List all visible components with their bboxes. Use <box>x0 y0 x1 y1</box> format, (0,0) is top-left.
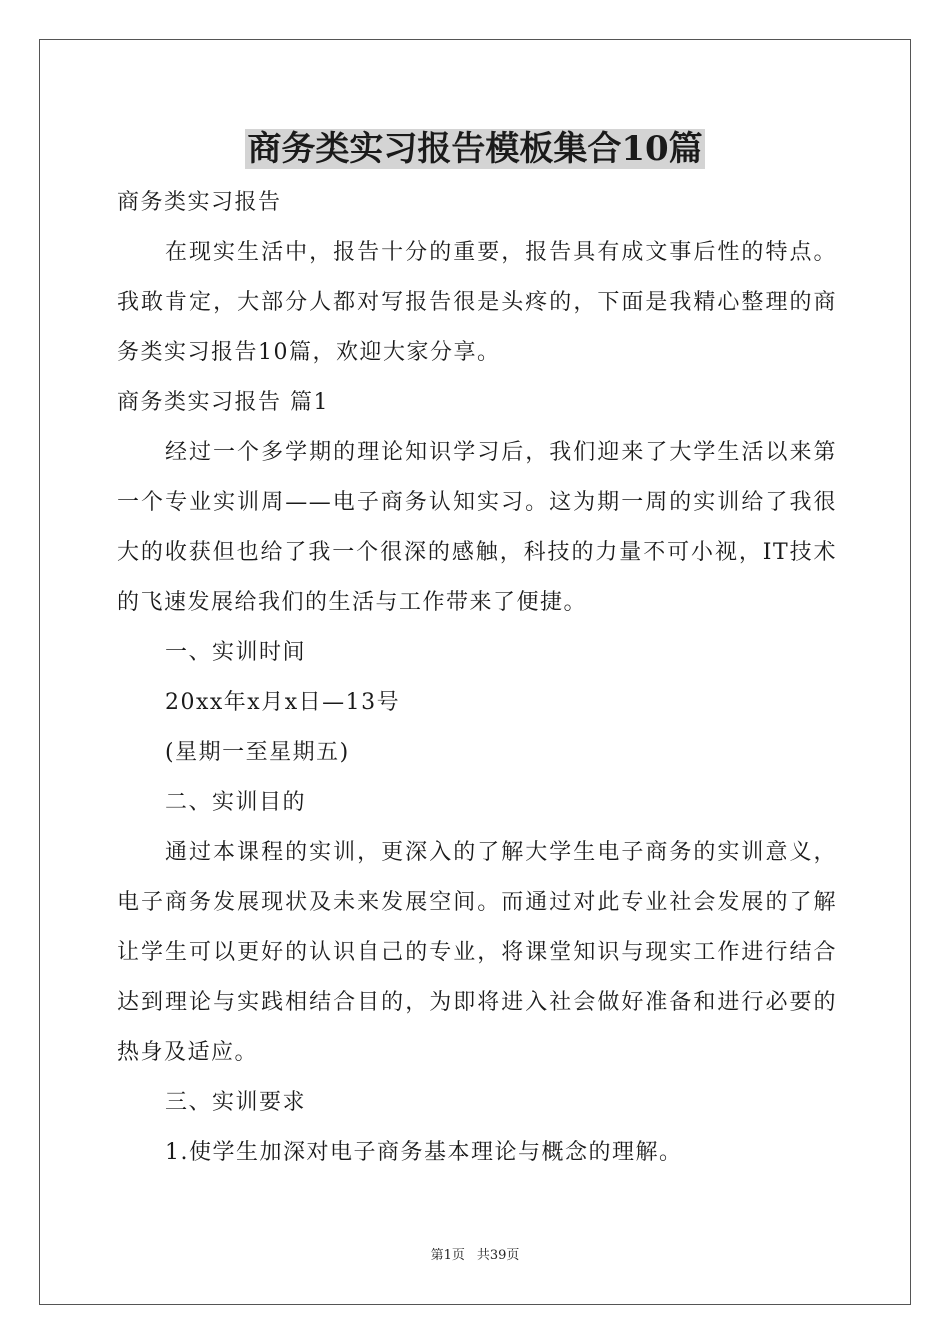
paragraph: 1.使学生加深对电子商务基本理论与概念的理解。 <box>165 1140 683 1165</box>
paragraph: 一、实训时间 <box>165 640 307 665</box>
paragraph: 商务类实习报告 篇1 <box>117 390 329 415</box>
document-body <box>117 178 837 1178</box>
paragraph: 二、实训目的 <box>165 790 307 815</box>
paragraph: 20xx年x月x日—13号 <box>165 690 401 715</box>
paragraph: 商务类实习报告 <box>117 190 282 215</box>
document-title-text: 商务类实习报告模板集合10篇 <box>247 129 703 169</box>
paragraph: 三、实训要求 <box>165 1090 307 1115</box>
paragraph: 通过本课程的实训，更深入的了解大学生电子商务的实训意义，电子商务发展现状及未来发展空间。而通过对此专业社会发展的了解让学生可以更好的认识自己的专业，将课堂知识与现实工作进行结合达到理论与实践相结合目的，为即将进入社会做好准备和进行必要的热身及适应。 <box>117 840 837 1065</box>
page-total: 共39页 <box>476 1248 520 1263</box>
paragraph: 在现实生活中，报告十分的重要，报告具有成文事后性的特点。我敢肯定，大部分人都对写报告很是头疼的，下面是我精心整理的商务类实习报告10篇，欢迎大家分享。 <box>117 240 837 365</box>
page-number: 第1页 <box>430 1248 465 1263</box>
paragraph: (星期一至星期五) <box>165 740 350 765</box>
paragraph: 经过一个多学期的理论知识学习后，我们迎来了大学生活以来第一个专业实训周——电子商务认知实习。这为期一周的实训给了我很大的收获但也给了我一个很深的感触，科技的力量不可小视，IT技术的飞速发展给我们的生活与工作带来了便捷。 <box>117 440 837 615</box>
document-title <box>0 126 950 172</box>
page-footer <box>0 1247 950 1265</box>
